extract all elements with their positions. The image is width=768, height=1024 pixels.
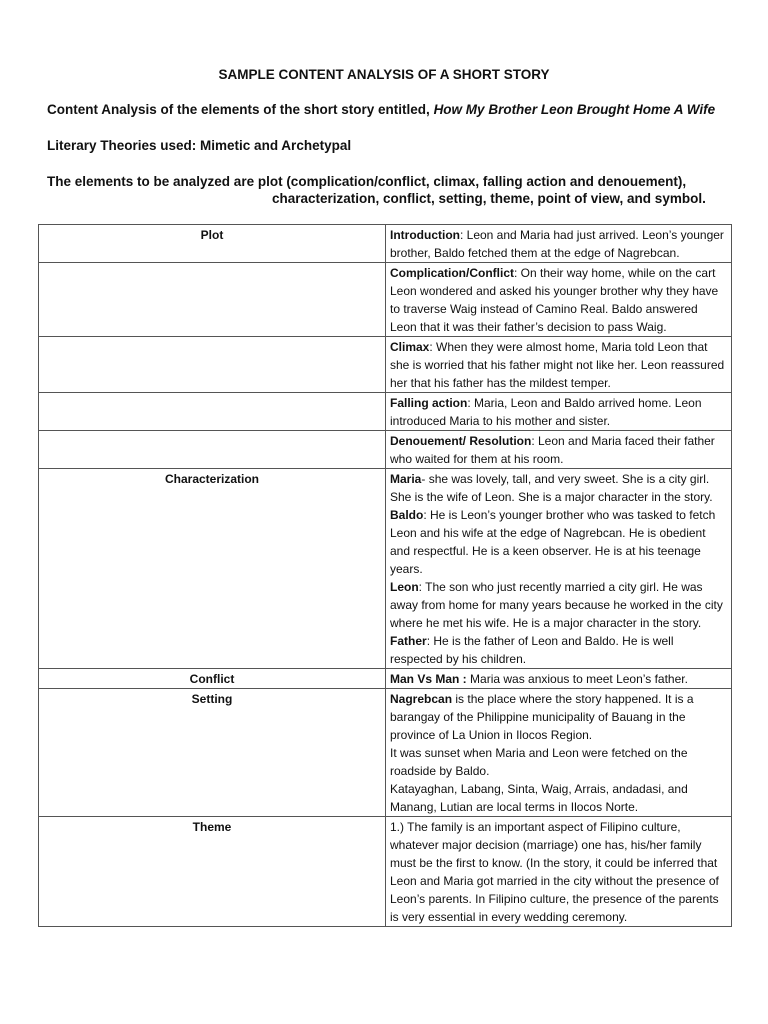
- character-father: [390, 632, 727, 668]
- empty-label-cell: [39, 337, 386, 393]
- term-label: Father: [390, 634, 427, 648]
- empty-label-cell: [39, 263, 386, 337]
- term-label: Maria: [390, 472, 422, 486]
- elements-line-2: characterization, conflict, setting, theme, point of view, and symbol.: [272, 191, 706, 206]
- term-label: Man Vs Man :: [390, 672, 467, 686]
- story-title: How My Brother Leon Brought Home A Wife: [433, 102, 716, 117]
- character-baldo: [390, 506, 727, 578]
- term-label: Leon: [390, 580, 419, 594]
- term-text: : Maria, Leon and Baldo arrived home. Leon introduced Maria to his mother and sister.: [390, 396, 702, 428]
- setting-time: It was sunset when Maria and Leon were fetched on the roadside by Baldo.: [390, 746, 688, 778]
- empty-label-cell: [39, 393, 386, 431]
- term-label: Introduction: [390, 228, 460, 242]
- table-row: [39, 431, 732, 469]
- theme-cell: 1.) The family is an important aspect of Filipino culture, whatever major decision (marriage) one has, his/her family must be the first to know. (In the story, it could be inferred that Leon and Maria got married in the city without the presence of Leon’s parents. In Filipino culture, the presence of the parents is very essential in every wedding ceremony.: [386, 817, 732, 927]
- table-row: [39, 469, 732, 669]
- intro-line: [47, 102, 715, 117]
- intro-prefix: Content Analysis of the elements of the short story entitled,: [47, 102, 434, 117]
- term-label: Falling action: [390, 396, 468, 410]
- setting-place: [390, 690, 727, 744]
- plot-introduction-cell: [386, 225, 732, 263]
- term-text: : Leon and Maria had just arrived. Leon’s younger brother, Baldo fetched them at the edge of Nagrebcan.: [390, 228, 724, 260]
- term-text: - she was lovely, tall, and very sweet. She is a city girl. She is the wife of Leon. She is a major character in the story.: [390, 472, 713, 504]
- table-row: [39, 337, 732, 393]
- table-row: [39, 817, 732, 927]
- plot-climax-cell: [386, 337, 732, 393]
- plot-label: Plot: [39, 225, 386, 263]
- character-leon: [390, 578, 727, 632]
- plot-complication-cell: [386, 263, 732, 337]
- conflict-cell: [386, 669, 732, 689]
- characterization-label: Characterization: [39, 469, 386, 669]
- conflict-label: Conflict: [39, 669, 386, 689]
- table-row: [39, 263, 732, 337]
- table-row: [39, 689, 732, 817]
- theme-label: Theme: [39, 817, 386, 927]
- character-maria: [390, 470, 727, 506]
- term-text: : When they were almost home, Maria told Leon that she is worried that his father might not like her. Leon reassured her that his father has the mildest temper.: [390, 340, 725, 390]
- term-label: Climax: [390, 340, 430, 354]
- term-label: Denouement/ Resolution: [390, 434, 532, 448]
- plot-falling-action-cell: [386, 393, 732, 431]
- empty-label-cell: [39, 431, 386, 469]
- term-text: Maria was anxious to meet Leon’s father.: [466, 672, 688, 686]
- term-text: is the place where the story happened. It is a barangay of the Philippine municipality of Bauang in the province of La Union in Ilocos Region.: [390, 692, 694, 742]
- term-label: Nagrebcan: [390, 692, 453, 706]
- setting-cell: [386, 689, 732, 817]
- characterization-cell: [386, 469, 732, 669]
- term-label: Complication/Conflict: [390, 266, 514, 280]
- setting-local-terms: Katayaghan, Labang, Sinta, Waig, Arrais, andadasi, and Manang, Lutian are local terms in Ilocos Norte.: [390, 782, 688, 814]
- plot-denouement-cell: [386, 431, 732, 469]
- term-text: : Leon and Maria faced their father who waited for them at his room.: [390, 434, 715, 466]
- analysis-table: [38, 224, 732, 927]
- table-row: [39, 669, 732, 689]
- elements-line-1: The elements to be analyzed are plot (complication/conflict, climax, falling action and denouement),: [47, 174, 687, 189]
- term-label: Baldo: [390, 508, 424, 522]
- term-text: : On their way home, while on the cart Leon wondered and asked his younger brother why they have to traverse Waig instead of Camino Real. Baldo answered Leon that it was their father’s decision to pass Waig.: [390, 266, 719, 334]
- table-row: [39, 393, 732, 431]
- setting-label: Setting: [39, 689, 386, 817]
- term-text: : He is the father of Leon and Baldo. He is well respected by his children.: [390, 634, 674, 666]
- document-title: SAMPLE CONTENT ANALYSIS OF A SHORT STORY: [218, 67, 550, 82]
- term-text: : The son who just recently married a city girl. He was away from home for many years because he worked in the city where he met his wife. He is a major character in the story.: [390, 580, 723, 630]
- theories-line: Literary Theories used: Mimetic and Archetypal: [47, 138, 352, 153]
- table-row: [39, 225, 732, 263]
- term-text: : He is Leon’s younger brother who was tasked to fetch Leon and his wife at the edge of Nagrebcan. He is obedient and respectful. He is a keen observer. He is at his teenage years.: [390, 508, 716, 576]
